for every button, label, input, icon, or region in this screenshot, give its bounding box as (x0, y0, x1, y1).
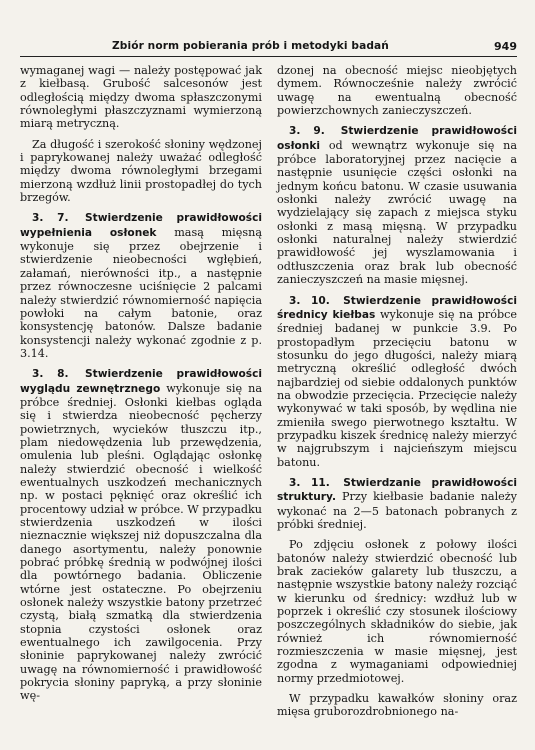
section-number: 3. 8. (32, 368, 69, 381)
section-3-10 (277, 294, 517, 469)
paragraph: W przypadku kawałków słoniny oraz mięsa gruborozdrobnionego na- (277, 692, 517, 719)
page-header (20, 40, 517, 57)
section-title: Stwierdzenie prawidłowości wypełnienia osłonek (20, 212, 262, 239)
paragraph: dzonej na obecność miejsc nieobjętych dymem. Równocześnie należy zwrócić uwagę na ewentualną obecność powierzchownych zanieczyszczeń. (277, 64, 517, 118)
paragraph: Po zdjęciu osłonek z połowy ilości batonów należy stwierdzić obecność lub brak zacieków galarety lub tłuszczu, a następnie wszystkie batony należy rozciąć w kierunku od średnicy: wzdłuż lub w poprzek i określić czy stosunek ilościowy poszczególnych składników do siebie, jak również ich równomierność rozmieszczenia w masie mięsnej, jest zgodna z wymaganiami odpowiedniej normy przedmiotowej. (277, 538, 517, 685)
paragraph: Za długość i szerokość słoniny wędzonej i paprykowanej należy uważać odległość między dwoma równoległymi brzegami mierzoną wzdłuż linii prostopadłej do tych brzegów. (20, 137, 262, 205)
section-text: Przy kiełbasie badanie należy wykonać na 2—5 batonach pobranych z próbki średniej. (277, 490, 517, 531)
section-title: Stwierdzenie prawidłowości wyglądu zewnętrznego (20, 368, 262, 395)
section-3-11 (277, 476, 517, 531)
section-3-9 (277, 124, 517, 286)
section-number: 3. 11. (289, 476, 330, 489)
section-text: masą mięsną wykonuje się przez obejrzenie i stwierdzenie nieobecności wgłębień, załamań, nierówności itp., a następnie przez równoczesne uciśnięcie 2 palcami należy stwierdzić równomierność napięcia powłoki na całym batonie, oraz konsystencję batonów. Dalsze badanie konsystencji należy wykonać zgodnie z p. 3.14. (20, 225, 263, 360)
running-head: Zbiór norm pobierania prób i metodyki badań (112, 40, 389, 52)
section-title: Stwierdzenie prawidłowości średnicy kiełbas (277, 294, 517, 321)
section-3-8 (20, 367, 262, 703)
left-column (20, 64, 262, 710)
section-title: Stwierdzenie prawidłowości osłonki (277, 125, 518, 152)
page-number: 949 (494, 40, 517, 53)
section-number: 3. 9. (289, 125, 325, 138)
right-column (277, 64, 517, 726)
section-text: od wewnątrz wykonuje się na próbce laboratoryjnej przez nacięcie a następnie usunięcie części osłonki na jednym końcu batonu. W czasie usuwania osłonki należy zwrócić uwagę na wydzielający się zapach z miejsca styku osłonki z masą mięsną. W przypadku osłonki naturalnej należy stwierdzić prawidłowość jej wyszlamowania i odtłuszczenia oraz brak lub obecność zanieczyszczeń na masie mięsnej. (277, 138, 517, 287)
section-number: 3. 10. (289, 294, 330, 307)
section-text: wykonuje się na próbce średniej badanej w punkcie 3.9. Po prostopadłym przecięciu batonu w stosunku do jego długości, należy miarą metryczną określić odległość dwóch najbardziej od siebie oddalonych punktów na obwodzie przecięcia. Przecięcie należy wykonywać w taki sposób, by wędlina nie zmieniła swego pierwotnego kształtu. W przypadku kiszek średnicę należy mierzyć w najgrubszym i najcieńszym miejscu batonu. (277, 307, 517, 469)
section-text: wykonuje się na próbce średniej. Osłonki kiełbas ogląda się i stwierdza nieobecność pęcherzy powietrznych, wycieków tłuszczu itp., plam niedowędzenia lub przewędzenia, omulenia lub pleśni. Oglądając osłonkę należy stwierdzić obecność i wielkość ewentualnych uszkodzeń mechanicznych np. w postaci pęknięć oraz określić ich procentowy udział w próbce. W przypadku stwierdzenia uszkodzeń w ilości nieznacznie większej niż dopuszczalna dla danego asortymentu, należy ponownie pobrać próbkę średnią w podwójnej ilości dla powtórnego badania. Obliczenie wtórne jest ostateczne. Po obejrzeniu osłonek należy wszystkie batony przetrzeć czystą, białą szmatką dla stwierdzenia stopnia czystości osłonek oraz ewentualnego ich zawilgocenia. Przy słoninie paprykowanej należy zwrócić uwagę na równomierność i prawidłowość pokrycia słoniny papryką, a przy słoninie wę- (20, 381, 263, 703)
section-number: 3. 7. (32, 212, 69, 225)
section-3-7 (20, 211, 262, 360)
paragraph: wymaganej wagi — należy postępować jak z kiełbasą. Grubość salcesonów jest odległością między dwoma spłaszczonymi równoległymi płaszczyznami wymierzoną miarą metryczną. (20, 64, 262, 131)
section-title: Stwierdzanie prawidłowości struktury. (277, 476, 518, 504)
